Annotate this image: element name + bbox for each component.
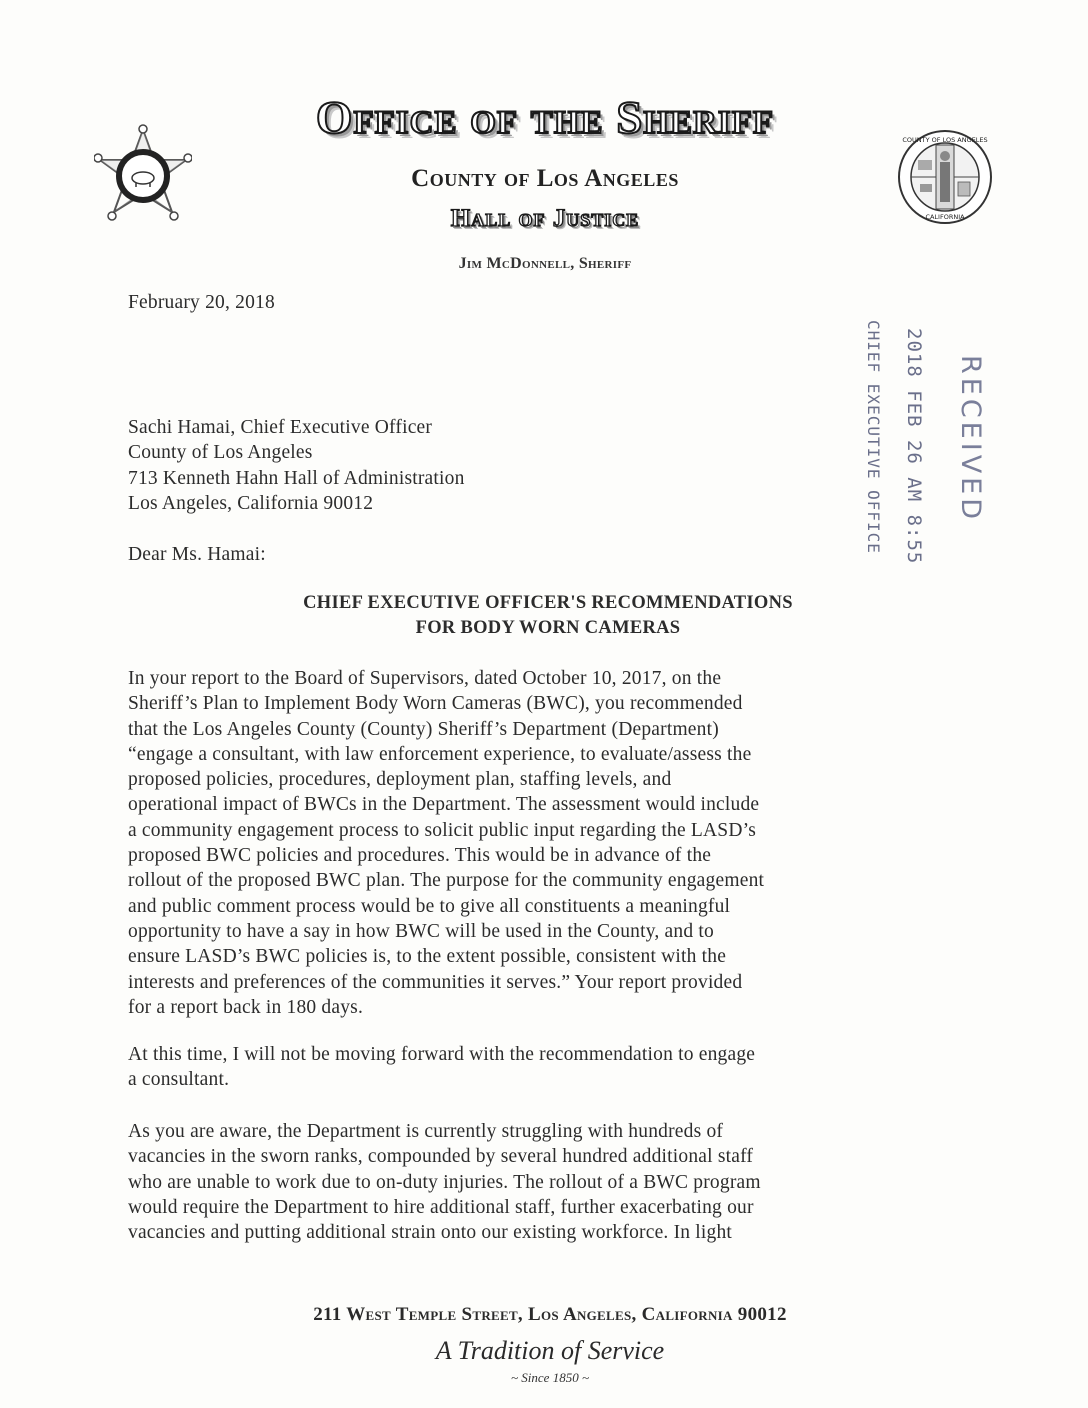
received-stamp-office: CHIEF EXECUTIVE OFFICE xyxy=(864,320,883,554)
recipient-line: Los Angeles, California 90012 xyxy=(128,492,374,514)
recipient-line: 713 Kenneth Hahn Hall of Administration xyxy=(128,467,465,489)
footer-since: ~ Since 1850 ~ xyxy=(511,1370,589,1385)
paragraph-line: “engage a consultant, with law enforcement experience, to evaluate/assess the xyxy=(128,743,752,765)
salutation: Dear Ms. Hamai: xyxy=(128,544,266,565)
paragraph-line: proposed policies, procedures, deployment plan, staffing levels, and xyxy=(128,769,672,791)
paragraph-line: a community engagement process to solicit public input regarding the LASD’s xyxy=(128,819,757,841)
letterhead-county: County of Los Angeles xyxy=(411,165,679,192)
letterhead-title: Office of the Sheriff xyxy=(315,92,775,144)
received-stamp-label: RECEIVED xyxy=(955,355,986,524)
paragraph-2 xyxy=(128,1042,755,1093)
paragraph-line: In your report to the Board of Supervisors, dated October 10, 2017, on the xyxy=(128,668,722,689)
paragraph-line: that the Los Angeles County (County) Sheriff’s Department (Department) xyxy=(128,718,719,740)
footer-address: 211 West Temple Street, Los Angeles, California 90012 xyxy=(313,1304,787,1325)
paragraph-line: operational impact of BWCs in the Department. The assessment would include xyxy=(128,794,760,816)
subject-heading xyxy=(130,591,966,641)
letterhead-sheriff-name: Jim McDonnell, Sheriff xyxy=(458,255,632,272)
svg-text:COUNTY OF LOS ANGELES: COUNTY OF LOS ANGELES xyxy=(902,136,988,144)
recipient-address-block xyxy=(128,415,465,516)
subject-line: FOR BODY WORN CAMERAS xyxy=(415,618,681,638)
received-stamp-datetime: 2018 FEB 26 AM 8:55 xyxy=(903,328,925,565)
paragraph-line: and public comment process would be to give all constituents a meaningful xyxy=(128,895,731,917)
paragraph-line: for a report back in 180 days. xyxy=(128,996,364,1018)
svg-text:CALIFORNIA: CALIFORNIA xyxy=(925,213,965,221)
paragraph-line: would require the Department to hire additional staff, further exacerbating our xyxy=(128,1196,754,1218)
paragraph-line: a consultant. xyxy=(128,1069,230,1091)
county-seal-icon xyxy=(896,128,994,226)
paragraph-line: At this time, I will not be moving forward with the recommendation to engage xyxy=(128,1044,756,1065)
paragraph-line: proposed BWC policies and procedures. This would be in advance of the xyxy=(128,845,712,867)
paragraph-1 xyxy=(128,666,764,1020)
paragraph-line: vacancies in the sworn ranks, compounded by several hundred additional staff xyxy=(128,1146,754,1168)
recipient-line: County of Los Angeles xyxy=(128,442,313,464)
paragraph-line: opportunity to have a say in how BWC will be used in the County, and to xyxy=(128,920,714,942)
paragraph-line: As you are aware, the Department is currently struggling with hundreds of xyxy=(128,1121,724,1142)
paragraph-line: who are unable to work due to on-duty injuries. The rollout of a BWC program xyxy=(128,1171,761,1193)
subject-line: CHIEF EXECUTIVE OFFICER'S RECOMMENDATIONS xyxy=(303,593,793,613)
paragraph-3 xyxy=(128,1119,761,1245)
paragraph-line: Sheriff’s Plan to Implement Body Worn Cameras (BWC), you recommended xyxy=(128,693,743,715)
paragraph-line: ensure LASD’s BWC policies is, to the extent possible, consistent with the xyxy=(128,946,727,968)
letter-date: February 20, 2018 xyxy=(128,292,275,313)
paragraph-line: rollout of the proposed BWC plan. The purpose for the community engagement xyxy=(128,870,765,892)
recipient-line: Sachi Hamai, Chief Executive Officer xyxy=(128,417,433,438)
footer-motto: A Tradition of Service xyxy=(435,1336,665,1365)
letterhead-building: Hall of Justice xyxy=(450,205,640,232)
paragraph-line: vacancies and putting additional strain onto our existing workforce. In light xyxy=(128,1222,733,1244)
sheriff-star-badge-icon xyxy=(94,124,192,234)
paragraph-line: interests and preferences of the communities it serves.” Your report provided xyxy=(128,971,743,993)
